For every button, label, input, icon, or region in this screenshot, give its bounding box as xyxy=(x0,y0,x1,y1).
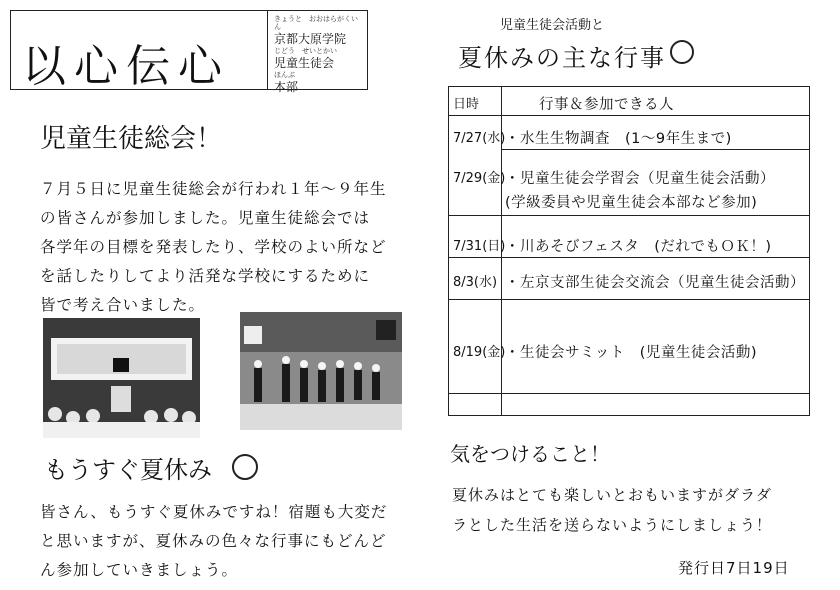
schedule-date: 7/27(水) xyxy=(453,131,506,146)
schedule-col-event: 行事＆参加できる人 xyxy=(539,97,674,113)
summer-line: ん参加していきましょう。 xyxy=(40,561,239,579)
schedule-row-rule xyxy=(449,215,809,216)
newsletter-title: 以心伝心 xyxy=(22,41,230,92)
assembly-line: を話したりしてより活発な学校にするために xyxy=(40,267,371,285)
schedule-date: 7/31(日) xyxy=(453,239,506,254)
schedule-row-rule xyxy=(449,393,809,394)
assembly-line: 各学年の目標を発表したり、学校のよい所など xyxy=(40,238,387,256)
summer-line: 皆さん、もうすぐ夏休みですね！宿題も大変だ xyxy=(40,503,388,521)
publisher-box xyxy=(268,10,368,94)
schedule-event: ・水生生物調査 (1～9年生まで) xyxy=(505,131,732,147)
publisher-ruby-1: きょうと おおはらがくいん xyxy=(274,15,358,31)
assembly-heading: 児童生徒総会！ xyxy=(40,124,223,154)
schedule-row-rule xyxy=(501,149,809,150)
schedule-event: ・生徒会サミット (児童生徒会活動) xyxy=(505,345,758,361)
schedule-heading-ruby: 児童生徒会活動と xyxy=(500,18,605,33)
assembly-photo-2 xyxy=(240,312,402,430)
assembly-body xyxy=(40,175,387,320)
schedule-event-detail: (学級委員や児童生徒会本部など参加) xyxy=(505,195,758,211)
assembly-line: 皆で考え合いました。 xyxy=(40,296,206,314)
assembly-photo-2-image xyxy=(240,312,402,430)
schedule-date: 7/29(金) xyxy=(453,171,506,186)
assembly-photo-1 xyxy=(43,318,200,438)
assembly-photo-1-image xyxy=(43,318,200,438)
caution-line: ラとした生活を送らないようにしましょう！ xyxy=(452,516,773,534)
schedule-event: ・川あそびフェスタ (だれでもＯＫ！) xyxy=(505,239,772,255)
summer-line: と思いますが、夏休みの色々な行事にもどんど xyxy=(40,532,387,550)
caution-heading: 気をつけること！ xyxy=(450,442,610,466)
watermelon-icon xyxy=(232,454,258,480)
schedule-row-rule xyxy=(449,257,809,258)
assembly-line: ７月５日に児童生徒総会が行われ１年～９年生 xyxy=(40,180,387,198)
schedule-event: ・左京支部生徒会交流会（児童生徒会活動） xyxy=(505,275,805,291)
schedule-header-rule xyxy=(449,115,809,116)
schedule-table xyxy=(448,86,810,416)
summer-heading: もうすぐ夏休み xyxy=(44,456,212,484)
schedule-heading: 夏休みの主な行事 xyxy=(458,44,666,72)
publisher-line-3: 本部 xyxy=(274,80,299,94)
publisher-line-1: 京都大原学院 xyxy=(274,32,347,46)
publisher-ruby-2: じどう せいとかい xyxy=(274,47,337,55)
publisher-ruby-3: ほんぶ xyxy=(274,71,295,79)
schedule-date: 8/3(水) xyxy=(453,275,498,290)
caution-line: 夏休みはとても楽しいとおもいますがダラダ xyxy=(452,486,772,504)
schedule-event: ・児童生徒会学習会（児童生徒会活動） xyxy=(505,171,775,187)
assembly-line: の皆さんが参加しました。児童生徒総会では xyxy=(40,209,371,227)
caution-body xyxy=(452,480,772,540)
schedule-row-rule xyxy=(449,299,809,300)
issue-date: 発行日7日19日 xyxy=(678,559,790,577)
schedule-col-date: 日時 xyxy=(453,97,480,112)
publisher-line-2: 児童生徒会 xyxy=(274,56,335,70)
summer-body xyxy=(40,498,387,585)
schedule-date: 8/19(金) xyxy=(453,345,506,360)
flower-icon xyxy=(670,40,694,64)
